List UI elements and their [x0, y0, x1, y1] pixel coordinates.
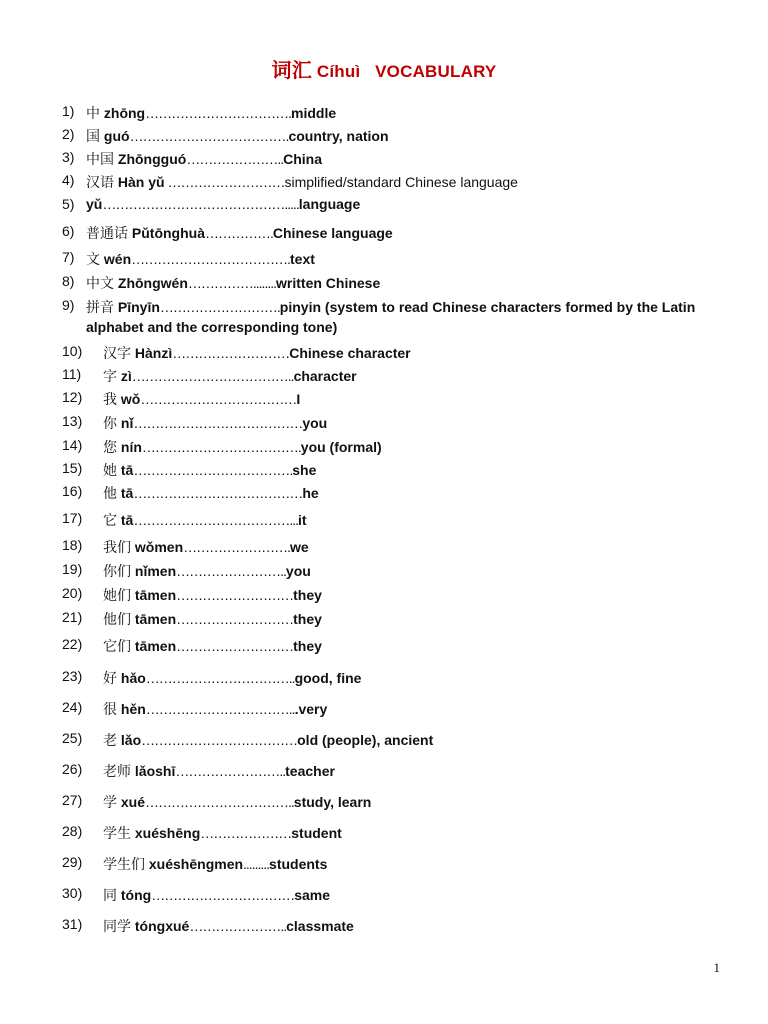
entry-meaning: China	[283, 151, 322, 167]
entry-hanzi: 同学	[103, 919, 131, 935]
entry-body	[103, 483, 319, 503]
entry-body	[86, 172, 518, 192]
entry-number: 19)	[62, 561, 83, 577]
entry-hanzi: 她们	[103, 588, 131, 604]
entry-meaning: we	[290, 539, 309, 555]
entry-pinyin: nǐ	[120, 415, 134, 431]
entry-number: 4)	[62, 172, 75, 188]
entry-hanzi: 他	[103, 486, 117, 502]
entry-leader-dots: ……………………………..	[145, 701, 295, 717]
entry-leader-dots: …………………	[200, 825, 292, 841]
entry-number: 25)	[62, 730, 83, 746]
entry-meaning: character	[293, 368, 357, 384]
entry-hanzi: 她	[103, 463, 117, 479]
entry-number: 31)	[62, 916, 83, 932]
entry-hanzi: 汉字	[103, 346, 131, 362]
entry-pinyin: tāmen	[134, 638, 177, 654]
entry-leader-dots: ……………………..	[175, 763, 286, 779]
entry-body	[86, 223, 393, 243]
entry-number: 20)	[62, 585, 83, 601]
entry-meaning: she	[292, 462, 317, 478]
entry-leader-dots: ………………………………...	[133, 512, 299, 528]
entry-number: 5)	[62, 196, 75, 212]
entry-number: 17)	[62, 510, 83, 526]
entry-number: 1)	[62, 103, 75, 119]
entry-hanzi: 汉语	[86, 175, 114, 191]
entry-pinyin: wǒmen	[134, 539, 184, 555]
entry-number: 11)	[62, 366, 82, 382]
entry-body	[103, 609, 322, 629]
entry-pinyin: xué	[120, 794, 146, 810]
entry-number: 15)	[62, 460, 83, 476]
entry-meaning: old (people), ancient	[297, 732, 434, 748]
entry-leader-dots: ……………………………….	[141, 439, 301, 455]
entry-hanzi: 它	[103, 513, 117, 529]
entry-leader-dots: …………………..	[189, 918, 287, 934]
entry-pinyin: lǎoshī	[134, 763, 176, 779]
entry-meaning: you	[285, 563, 311, 579]
entry-number: 30)	[62, 885, 83, 901]
entry-meaning: country, nation	[288, 128, 389, 144]
entry-hanzi: 同	[103, 888, 117, 904]
entry-number: 26)	[62, 761, 83, 777]
entry-meaning: same	[294, 887, 331, 903]
entry-leader-dots: ……………………….	[159, 299, 280, 315]
entry-pinyin: tā	[120, 485, 134, 501]
entry-body	[103, 585, 322, 605]
entry-leader-dots: ……………………..	[176, 563, 286, 579]
entry-leader-dots: …………………………………….....	[102, 196, 299, 212]
entry-body	[86, 149, 322, 169]
entry-body	[86, 196, 360, 213]
entry-body	[103, 510, 307, 530]
entry-meaning: study, learn	[293, 794, 372, 810]
entry-body	[103, 537, 309, 557]
entry-pinyin: tā	[120, 462, 134, 478]
entry-pinyin: Hàn yǔ	[117, 174, 165, 190]
entry-number: 28)	[62, 823, 83, 839]
entry-leader-dots: ………………………	[164, 174, 285, 190]
entry-meaning: pinyin (system to read Chinese characters formed by the Latin	[279, 299, 696, 315]
entry-number: 13)	[62, 413, 83, 429]
entry-body	[86, 273, 380, 293]
entry-pinyin: lǎo	[120, 732, 142, 748]
entry-hanzi: 中	[86, 106, 100, 122]
entry-meaning: text	[290, 251, 315, 267]
entry-leader-dots: ………………………	[176, 611, 294, 627]
entry-leader-dots: …………………….	[183, 539, 291, 555]
entry-number: 16)	[62, 483, 83, 499]
page-number: 1	[713, 960, 720, 975]
entry-pinyin: tāmen	[134, 587, 177, 603]
entry-hanzi: 你	[103, 416, 117, 432]
entry-body	[103, 561, 311, 581]
entry-pinyin: yǔ	[86, 196, 103, 212]
entry-leader-dots: ………………………	[176, 638, 294, 654]
entry-pinyin: Zhōngguó	[117, 151, 187, 167]
entry-hanzi: 拼音	[86, 300, 114, 316]
entry-meaning: Chinese language	[272, 225, 393, 241]
entry-hanzi: 文	[86, 252, 100, 268]
entry-leader-dots: …………………………………	[133, 415, 303, 431]
entry-hanzi: 很	[103, 702, 117, 718]
entry-number: 18)	[62, 537, 83, 553]
entry-body	[103, 885, 330, 905]
title-chinese: 词汇	[271, 60, 312, 82]
entry-number: 29)	[62, 854, 83, 870]
entry-body	[103, 699, 327, 719]
entry-hanzi: 中文	[86, 276, 114, 292]
entry-hanzi: 你们	[103, 564, 131, 580]
entry-body	[103, 343, 411, 363]
entry-pinyin: zì	[120, 368, 132, 384]
entry-pinyin: nǐmen	[134, 563, 177, 579]
entry-pinyin: wǒ	[120, 391, 141, 407]
entry-body	[103, 761, 335, 781]
entry-leader-dots: …………………..	[186, 151, 284, 167]
entry-pinyin: Pīnyīn	[117, 299, 160, 315]
page-title	[0, 54, 768, 83]
entry-meaning: classmate	[286, 918, 354, 934]
entry-leader-dots: ……………………………….	[131, 251, 291, 267]
entry-pinyin: tāmen	[134, 611, 177, 627]
entry-leader-dots: ……………………………….	[129, 128, 289, 144]
entry-leader-dots: ……………………………..	[145, 794, 294, 810]
entry-body	[103, 792, 371, 812]
entry-hanzi: 学生们	[103, 857, 145, 873]
entry-hanzi: 学生	[103, 826, 131, 842]
entry-body	[103, 668, 361, 688]
entry-number: 27)	[62, 792, 83, 808]
entry-number: 8)	[62, 273, 75, 289]
entry-number: 23)	[62, 668, 83, 684]
entry-meaning: they	[293, 587, 322, 603]
entry-pinyin: tā	[120, 512, 134, 528]
entry-meaning: I	[296, 391, 301, 407]
entry-leader-dots: …………………………….	[145, 105, 291, 121]
entry-leader-dots: ……………………………….	[133, 462, 293, 478]
entry-hanzi: 国	[86, 129, 100, 145]
entry-body	[86, 249, 315, 269]
entry-meaning: you (formal)	[300, 439, 382, 455]
entry-number: 2)	[62, 126, 75, 142]
entry-body	[86, 126, 389, 146]
title-pinyin: Cíhuì	[316, 62, 361, 81]
entry-hanzi: 老	[103, 733, 117, 749]
entry-meaning: students	[269, 856, 328, 872]
entry-leader-dots: ………………………	[172, 345, 290, 361]
entry-hanzi: 它们	[103, 639, 131, 655]
entry-leader-dots: ……………………………..	[145, 670, 295, 686]
entry-hanzi: 普通话	[86, 226, 128, 242]
entry-body	[86, 297, 695, 317]
entry-number: 6)	[62, 223, 75, 239]
entry-leader-dots: ……………………………	[151, 887, 295, 903]
entry-pinyin: tóng	[120, 887, 152, 903]
entry-hanzi: 我们	[103, 540, 131, 556]
entry-hanzi: 字	[103, 369, 117, 385]
entry-body	[103, 636, 322, 656]
entry-meaning: student	[291, 825, 342, 841]
entry-body	[103, 460, 316, 480]
entry-leader-dots: ………………………………	[140, 391, 297, 407]
entry-pinyin: Pǔtōnghuà	[131, 225, 205, 241]
entry-hanzi: 我	[103, 392, 117, 408]
title-english: VOCABULARY	[375, 62, 497, 81]
entry-meaning: it	[298, 512, 307, 528]
entry-meaning: simplified/standard Chinese language	[284, 174, 518, 190]
entry-meaning: .very	[294, 701, 328, 717]
entry-meaning: he	[302, 485, 319, 501]
entry-body	[86, 103, 336, 123]
entry-hanzi: 中国	[86, 152, 114, 168]
entry-pinyin: guó	[103, 128, 130, 144]
entry-hanzi: 您	[103, 440, 117, 456]
entry-number: 22)	[62, 636, 83, 652]
entry-pinyin: Zhōngwén	[117, 275, 188, 291]
entry-meaning: teacher	[285, 763, 335, 779]
entry-body	[103, 366, 357, 386]
entry-hanzi: 学	[103, 795, 117, 811]
entry-number: 12)	[62, 389, 83, 405]
entry-meaning: good, fine	[294, 670, 362, 686]
entry-leader-dots: ………………………	[176, 587, 294, 603]
entry-meaning: Chinese character	[289, 345, 411, 361]
entry-pinyin: xuéshēngmen	[148, 856, 244, 872]
entry-meaning: language	[298, 196, 361, 212]
entry-hanzi: 老师	[103, 764, 131, 780]
entry-pinyin: xuéshēng	[134, 825, 201, 841]
entry-number: 10)	[62, 343, 83, 359]
entry-meaning: written Chinese	[276, 275, 381, 291]
entry-meaning-continued: alphabet and the corresponding tone)	[86, 319, 338, 335]
entry-body	[103, 437, 382, 457]
entry-hanzi: 好	[103, 671, 117, 687]
entry-pinyin: zhōng	[103, 105, 146, 121]
entry-body	[103, 823, 342, 843]
entry-meaning: you	[302, 415, 328, 431]
entry-meaning: they	[293, 611, 322, 627]
entry-leader-dots: …………………………………	[133, 485, 303, 501]
entry-number: 24)	[62, 699, 83, 715]
entry-body	[103, 389, 300, 409]
entry-leader-dots: …………….	[205, 225, 273, 241]
entry-number: 9)	[62, 297, 75, 313]
entry-hanzi: 他们	[103, 612, 131, 628]
entry-leader-dots: ………………………………	[141, 732, 298, 748]
entry-meaning: they	[293, 638, 322, 654]
entry-body	[103, 730, 433, 750]
entry-body	[103, 916, 354, 936]
entry-leader-dots: ………………………………..	[131, 368, 294, 384]
entry-meaning: middle	[291, 105, 337, 121]
entry-pinyin: nín	[120, 439, 142, 455]
entry-body	[103, 413, 327, 433]
entry-number: 14)	[62, 437, 83, 453]
entry-pinyin: hěn	[120, 701, 146, 717]
entry-leader-dots: ……………........	[187, 275, 277, 291]
entry-number: 3)	[62, 149, 75, 165]
entry-number: 7)	[62, 249, 75, 265]
entry-body	[103, 854, 327, 874]
entry-pinyin: tóngxué	[134, 918, 190, 934]
entry-pinyin: hǎo	[120, 670, 146, 686]
entry-pinyin: wén	[103, 251, 132, 267]
entry-number: 21)	[62, 609, 83, 625]
entry-leader-dots: .........	[243, 856, 270, 872]
entry-pinyin: Hànzì	[134, 345, 173, 361]
